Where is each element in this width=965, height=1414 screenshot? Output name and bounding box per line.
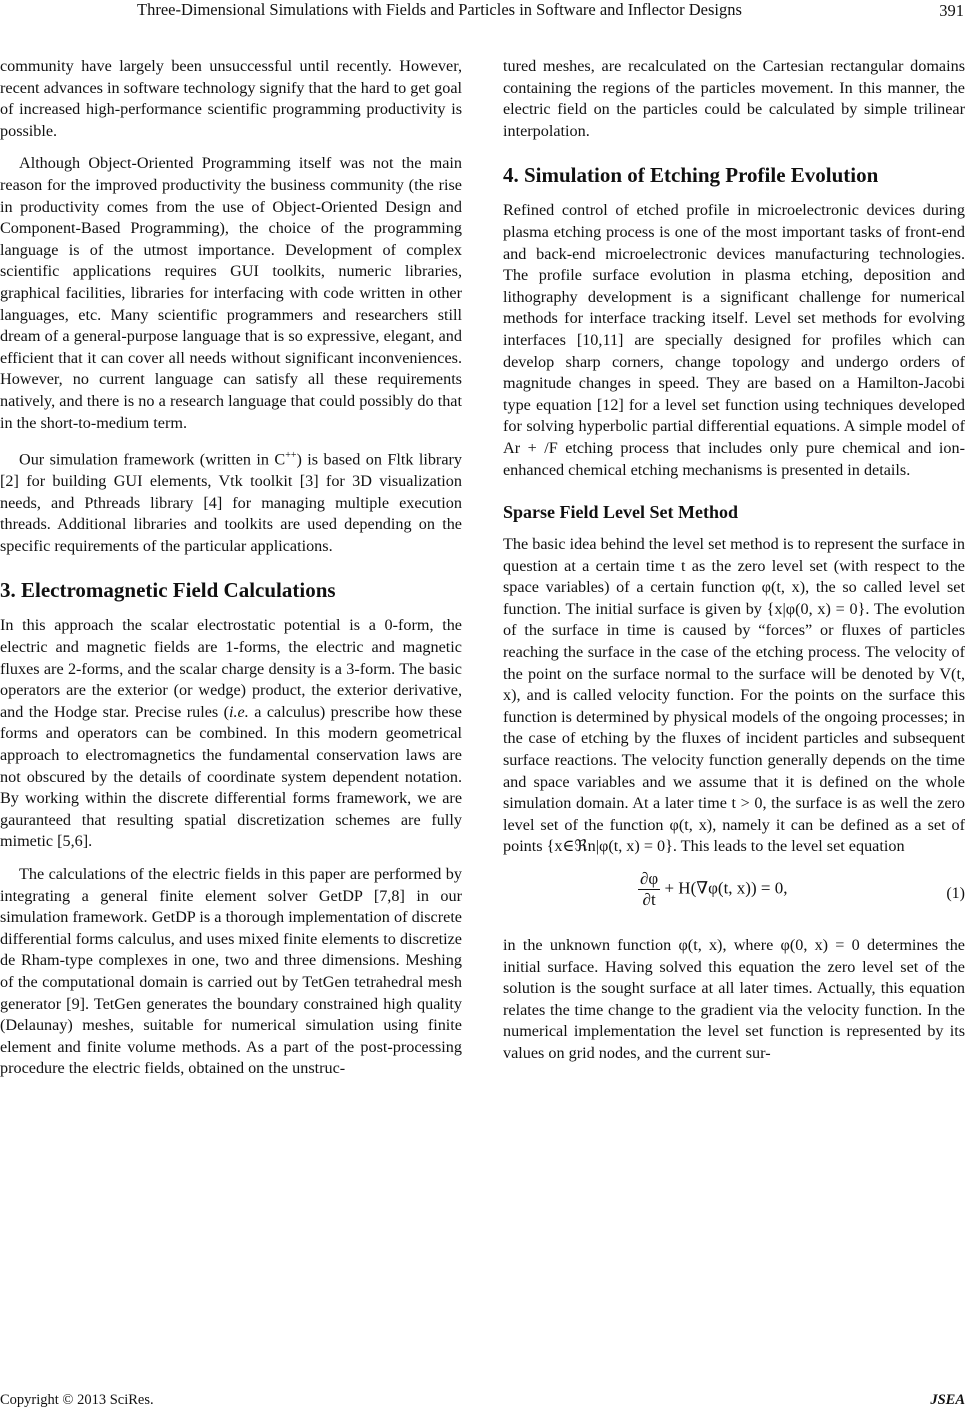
paragraph bbox=[0, 445, 462, 557]
paragraph: community have largely been unsuccessful until recently. However, recent advances in software technology signify that the hard to get goal of increased high-performance scientific programming productivity is possible. bbox=[0, 57, 462, 140]
page-number: 391 bbox=[939, 1, 964, 20]
running-header bbox=[0, 0, 965, 28]
copyright-notice: Copyright © 2013 SciRes. bbox=[0, 1392, 154, 1408]
right-column bbox=[503, 56, 965, 1076]
fraction-numerator: ∂φ bbox=[640, 869, 659, 888]
paragraph: Although Object-Oriented Programming itself was not the main reason for the improved productivity the business community (the rise in productivity comes from the use of Object-Oriented Design and Component-Based Programming), the choice of the programming language is of the utmost importance. Development of complex scientific applications requires GUI toolkits, numeric libraries, graphical facilities, libraries for interfacing with code written in other languages, etc. Many scientific programmers and researchers still dream of a general-purpose language that is so expressive, elegant, and efficient that it can cover all needs without significant inconveniences. However, no current language can satisfy all these requirements natively, and there is no a research language that could possibly do that in the short-to-medium term. bbox=[0, 154, 462, 432]
section-heading: 3. Electromagnetic Field Calculations bbox=[0, 578, 336, 603]
equation-rest: + H(∇φ(t, x)) = 0, bbox=[660, 878, 788, 898]
fraction-denominator: ∂t bbox=[642, 890, 656, 909]
left-column bbox=[0, 56, 462, 1091]
text-span: ) is based on Fltk library [2] for building GUI elements, Vtk toolkit [3] for 3D visualization needs, and Pthreads library [4] for managing multiple execution threads. Additional libraries and toolkits are used depending on the specific requirements of the particular applications. bbox=[0, 450, 462, 555]
journal-name: JSEA bbox=[930, 1392, 965, 1408]
paragraph: Refined control of etched profile in microelectronic devices during plasma etching process is one of the most important tasks of front-end and back-end microelectronic devices manufacturing technologies. The profile surface evolution in plasma etching, deposition and lithography development is a significant challenge for numerical methods for interface tracking itself. Level set methods for evolving interfaces [10,11] are specially designed for profiles which can develop sharp corners, change topology and undergo orders of magnitude changes in speed. They are based on a Hamilton-Jacobi type equation [12] for a level set function using techniques developed for solving hyperbolic partial differential equations. A simple model of Ar + /F etching process that includes only pure chemical and ion-enhanced chemical etching mechanisms is presented in details. bbox=[503, 201, 965, 479]
equation bbox=[503, 869, 965, 925]
equation-number: (1) bbox=[946, 885, 965, 902]
equation-formula bbox=[638, 869, 787, 910]
text-span: a calculus) prescribe how these forms and operators can be combined. In this modern geometrical approach to electromagnetics the fundamental conservation laws are not obscured by the details of coordinate system dependent notation. By working within the discrete differential forms framework, we are gauranteed that resulting spatial discretization schemes are fully mimetic [5,6]. bbox=[0, 702, 462, 851]
section-heading: 4. Simulation of Etching Profile Evolution bbox=[503, 163, 879, 188]
paragraph bbox=[0, 615, 462, 853]
subsection-heading: Sparse Field Level Set Method bbox=[503, 502, 738, 523]
text-span: In this approach the scalar electrostatic potential is a 0-form, the electric and magnetic fields are 1-forms, the electric and magnetic fluxes are 2-forms, and the scalar charge density is a 3-form. The basic operators are the exterior (or wedge) product, the exterior derivative, and the Hodge star. Precise rules ( bbox=[0, 616, 462, 721]
italic-text: i.e. bbox=[229, 702, 249, 721]
paragraph: in the unknown function φ(t, x), where φ(0, x) = 0 determines the initial surface. Having solved this equation the zero level set of the solution is the sought surface at all later times. Actually, this equation relates the time change to the gradient via the velocity function. In the numerical implementation the level set function is represented by its values on grid nodes, and the current sur- bbox=[503, 936, 965, 1062]
paragraph: The calculations of the electric fields in this paper are performed by integrating a general finite element solver GetDP [7,8] in our simulation framework. GetDP is a thorough implementation of discrete differential forms calculus, and uses mixed finite elements to discretize de Rham-type complexes in one, two and three dimensions. Meshing of the computational domain is carried out by TetGen tetrahedral mesh generator [9]. TetGen generates the boundary constrained high quality (Delaunay) meshes, suitable for numerical simulation using finite element and finite volume methods. As a part of the post-processing procedure the electric fields, obtained on the unstruc- bbox=[0, 864, 462, 1078]
running-title: Three-Dimensional Simulations with Fields and Particles in Software and Inflector Designs bbox=[137, 0, 742, 19]
text-span: Our simulation framework (written in C bbox=[19, 450, 286, 469]
paragraph: The basic idea behind the level set method is to represent the surface in question at a certain time t as the zero level set (with respect to the space variables) of a certain function φ(t, x), the so called level set function. The initial surface is given by {x|φ(0, x) = 0}. The evolution of the surface in time is caused by “forces” or fluxes of particles reaching the surface in the case of the etching process. The velocity of the point on the surface normal to the surface will be denoted by V(t, x), and is called velocity function. For the points on the surface this function is determined by physical models of the ongoing processes; in the case of etching by the fluxes of incident particles and subsequent surface reactions. The velocity function generally depends on the time and space variables and we assume that it is defined on the whole simulation domain. At a later time t > 0, the surface is as well the zero level set of the function φ(t, x), namely it can be defined as a set of points {x∈ℜn|φ(t, x) = 0}. This leads to the level set equation bbox=[503, 535, 965, 856]
fraction bbox=[638, 869, 660, 910]
superscript: ++ bbox=[285, 450, 297, 462]
page-footer bbox=[0, 1390, 965, 1414]
paragraph: tured meshes, are recalculated on the Cartesian rectangular domains containing the regions of the particles movement. In this manner, the electric field on the particles could be calculated by simple trilinear interpolation. bbox=[503, 57, 965, 140]
